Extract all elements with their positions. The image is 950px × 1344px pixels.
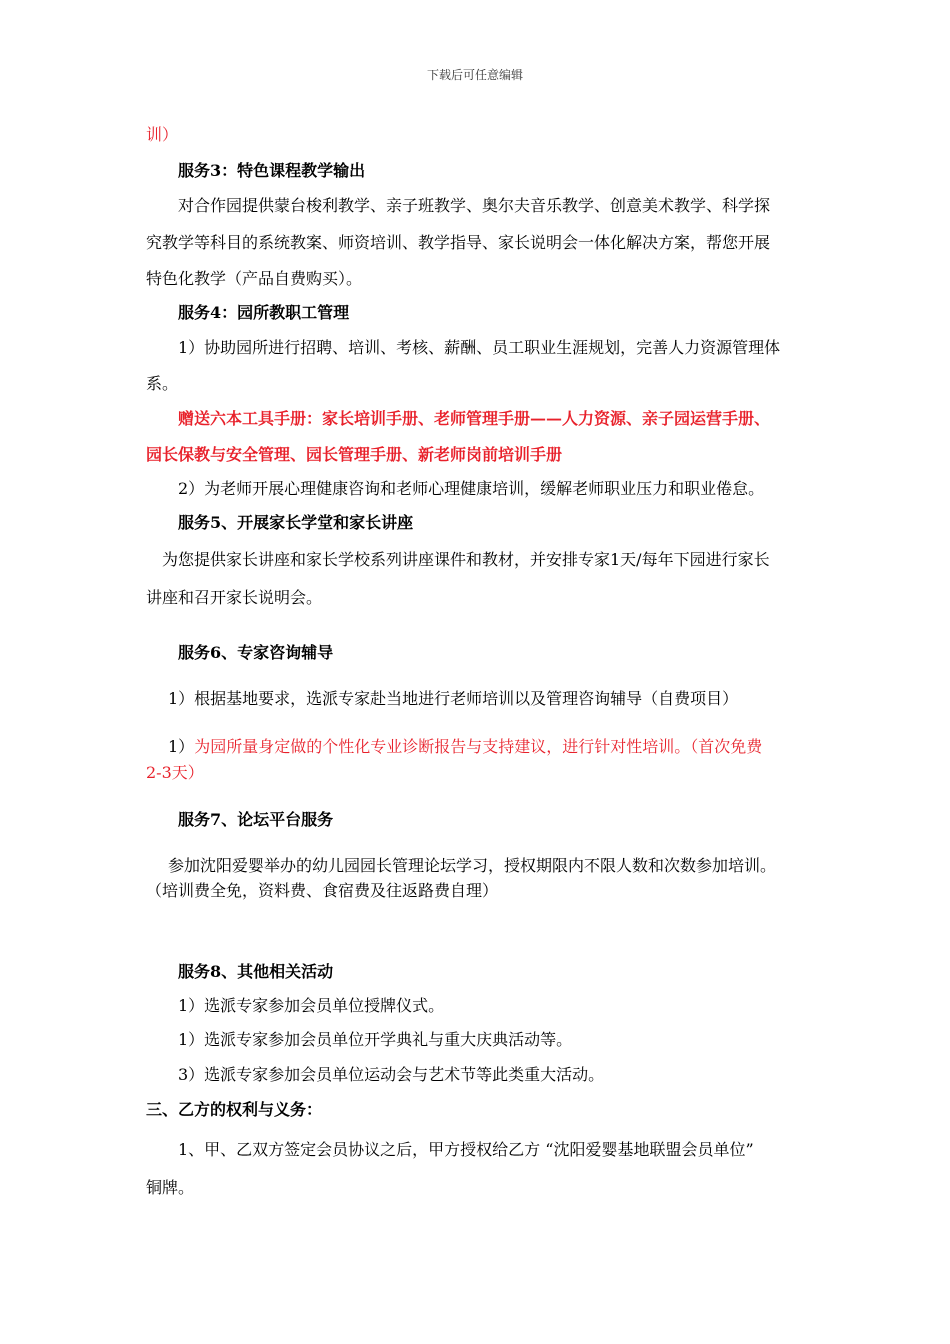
page-header: 下载后可任意编辑 xyxy=(426,68,523,82)
list-marker: 1） xyxy=(168,737,195,756)
paragraph-line: 系。 xyxy=(146,374,179,393)
gift-manuals-line: 园长保教与安全管理、园长管理手册、新老师岗前培训手册 xyxy=(146,445,563,464)
service-6-heading: 服务6、专家咨询辅导 xyxy=(178,643,334,662)
paragraph-line: 铜牌。 xyxy=(146,1178,195,1197)
service-4-heading: 服务4：园所教职工管理 xyxy=(178,303,350,322)
service-8-heading: 服务8、其他相关活动 xyxy=(178,962,334,981)
service-5-heading: 服务5、开展家长学堂和家长讲座 xyxy=(178,513,414,532)
continued-text-line: 训） xyxy=(146,125,179,144)
free-days-text: 2-3天） xyxy=(146,763,204,782)
paragraph-line: 讲座和召开家长说明会。 xyxy=(146,588,323,607)
free-diagnosis-text: 为园所量身定做的个性化专业诊断报告与支持建议，进行针对性培训。（首次免费 xyxy=(194,737,763,756)
paragraph-line: 究教学等科目的系统教案、师资培训、教学指导、家长说明会一体化解决方案，帮您开展 xyxy=(146,233,771,252)
paragraph-line: （培训费全免，资料费、食宿费及往返路费自理） xyxy=(146,881,499,900)
section-heading: 三、乙方的权利与义务： xyxy=(146,1100,323,1119)
service-3-heading: 服务3：特色课程教学输出 xyxy=(178,161,366,180)
list-item: 1）选派专家参加会员单位开学典礼与重大庆典活动等。 xyxy=(178,1030,573,1049)
paragraph-line: 为您提供家长讲座和家长学校系列讲座课件和教材，并安排专家1天/每年下园进行家长 xyxy=(162,550,770,569)
list-item: 3）选派专家参加会员单位运动会与艺术节等此类重大活动。 xyxy=(178,1065,605,1084)
paragraph-line xyxy=(168,737,828,757)
paragraph-line: 1、甲、乙双方签定会员协议之后，甲方授权给乙方 “沈阳爱婴基地联盟会员单位” xyxy=(178,1140,754,1159)
paragraph-line: 对合作园提供蒙台梭利教学、亲子班教学、奥尔夫音乐教学、创意美术教学、科学探 xyxy=(178,196,771,215)
paragraph-line: 参加沈阳爱婴举办的幼儿园园长管理论坛学习，授权期限内不限人数和次数参加培训。 xyxy=(168,856,777,875)
paragraph-line: 2）为老师开展心理健康咨询和老师心理健康培训，缓解老师职业压力和职业倦怠。 xyxy=(178,479,765,498)
paragraph-line: 1）协助园所进行招聘、培训、考核、薪酬、员工职业生涯规划，完善人力资源管理体 xyxy=(178,338,781,357)
list-item: 1）选派专家参加会员单位授牌仪式。 xyxy=(178,996,445,1015)
paragraph-line: 特色化教学（产品自费购买）。 xyxy=(146,269,363,288)
service-7-heading: 服务7、论坛平台服务 xyxy=(178,810,334,829)
paragraph-line: 1）根据基地要求，选派专家赴当地进行老师培训以及管理咨询辅导（自费项目） xyxy=(168,689,739,708)
gift-manuals-line: 赠送六本工具手册：家长培训手册、老师管理手册——人力资源、亲子园运营手册、 xyxy=(178,409,771,428)
